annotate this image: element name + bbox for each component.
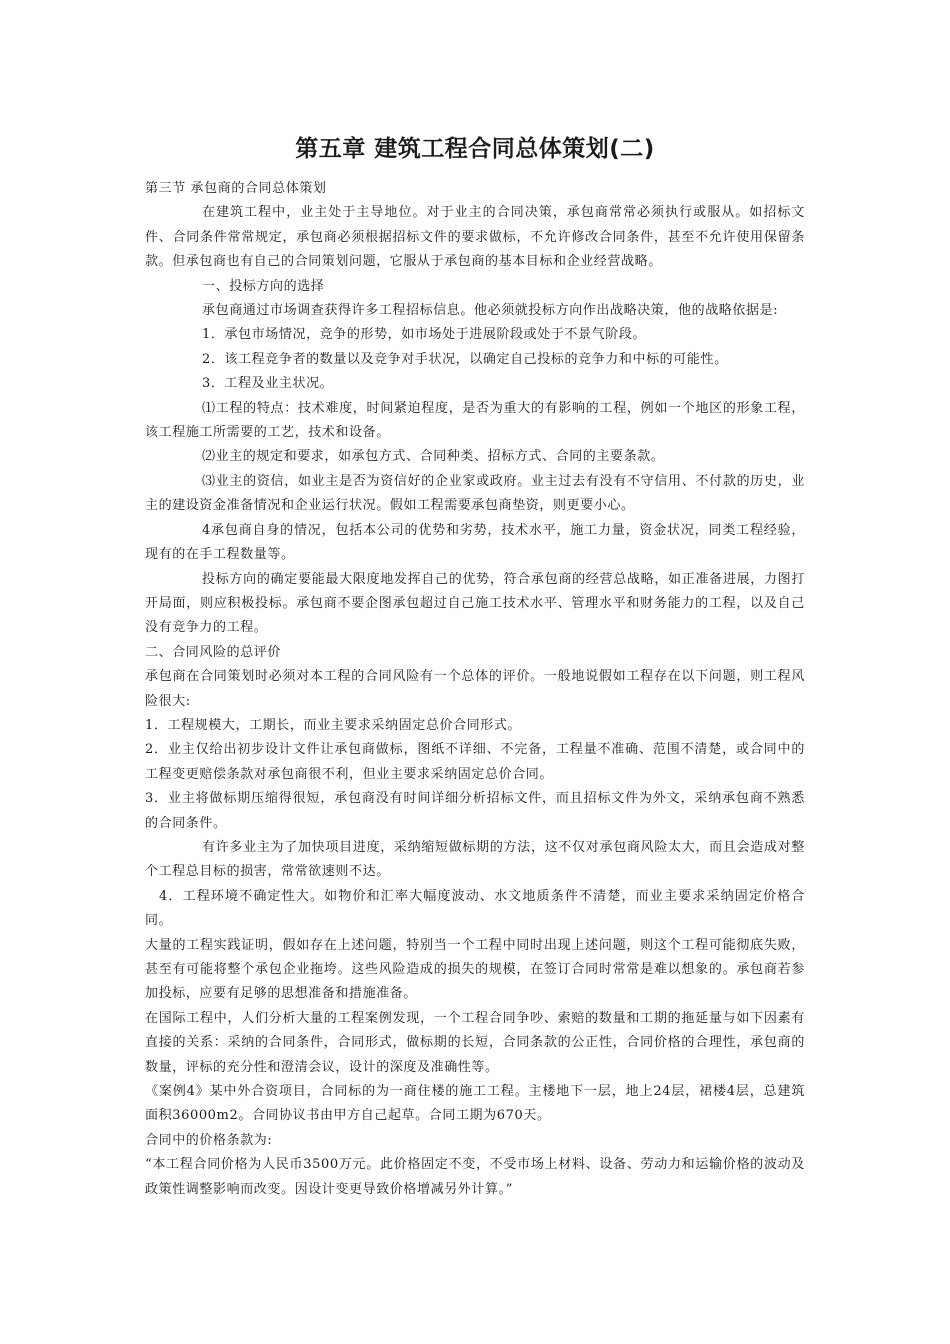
- document-body: [145, 177, 805, 1202]
- paragraph: 在国际工程中，人们分析大量的工程案例发现，一个工程合同争吵、索赔的数量和工期的拖延量与如下因素有直接的关系：采纳的合同条件，合同形式，做标期的长短，合同条款的公正性，合同价格的合理性，承包商的数量，评标的充分性和澄清会议，设计的深度及准确性等。: [145, 1010, 805, 1075]
- paragraph: 4承包商自身的情况，包括本公司的优势和劣势，技术水平，施工力量，资金状况，同类工程经验，现有的在手工程数量等。: [145, 522, 805, 563]
- chapter-title: 第五章 建筑工程合同总体策划(二): [295, 136, 655, 162]
- paragraph: 4．工程环境不确定性大。如物价和汇率大幅度波动、水文地质条件不清楚，而业主要求采纳固定价格合同。: [145, 888, 805, 929]
- paragraph: 投标方向的确定要能最大限度地发挥自己的优势，符合承包商的经营总战略，如正准备进展，力图打开局面，则应积极投标。承包商不要企图承包超过自己施工技术水平、管理水平和财务能力的工程，以及自己没有竞争力的工程。: [145, 571, 805, 636]
- paragraph: ⑵业主的规定和要求，如承包方式、合同种类、招标方式、合同的主要条款。: [202, 449, 665, 465]
- paragraph: 2．业主仅给出初步设计文件让承包商做标，图纸不详细、不完备，工程量不准确、范围不清楚，或合同中的工程变更赔偿条款对承包商很不利，但业主要求采纳固定总价合同。: [145, 742, 805, 782]
- paragraph: 一、投标方向的选择: [202, 278, 325, 294]
- paragraph: 《案例4》某中外合资项目，合同标的为一商住楼的施工工程。主楼地下一层，地上24层，裙楼4层，总建筑面积36000m2。合同协议书由甲方自己起草。合同工期为670天。: [145, 1084, 805, 1124]
- paragraph: 承包商在合同策划时必须对本工程的合同风险有一个总体的评价。一般地说假如工程存在以下问题，则工程风险很大:: [145, 669, 805, 709]
- paragraph: 1．工程规模大，工期长，而业主要求采纳固定总价合同形式。: [145, 717, 522, 733]
- paragraph: 承包商通过市场调查获得许多工程招标信息。他必须就投标方向作出战略决策，他的战略依据是:: [202, 303, 779, 319]
- paragraph: ⑴工程的特点：技术难度，时间紧迫程度，是否为重大的有影响的工程，例如一个地区的形象工程，该工程施工所需要的工艺，技术和设备。: [145, 400, 805, 441]
- paragraph: 3．业主将做标期压缩得很短，承包商没有时间详细分析招标文件，而且招标文件为外文，采纳承包商不熟悉的合同条件。: [145, 791, 805, 831]
- paragraph: 大量的工程实践证明，假如存在上述问题，特别当一个工程中同时出现上述问题，则这个工程可能彻底失败，甚至有可能将整个承包企业拖垮。这些风险造成的损失的规模，在签订合同时常常是难以想象的。承包商若参加投标，应要有足够的思想准备和措施准备。: [145, 937, 805, 1002]
- paragraph: 在建筑工程中，业主处于主导地位。对于业主的合同决策，承包商常常必须执行或服从。如招标文件、合同条件常常规定，承包商必须根据招标文件的要求做标，不允许修改合同条件，甚至不允许使用保留条款。但承包商也有自己的合同策划问题，它服从于承包商的基本目标和企业经营战略。: [145, 205, 805, 270]
- paragraph: 3．工程及业主状况。: [202, 376, 334, 392]
- paragraph: ⑶业主的资信，如业主是否为资信好的企业家或政府。业主过去有没有不守信用、不付款的历史，业主的建设资金准备情况和企业运行状况。假如工程需要承包商垫资，则更要小心。: [145, 473, 805, 514]
- paragraph: 有许多业主为了加快项目进度，采纳缩短做标期的方法，这不仅对承包商风险太大，而且会造成对整个工程总目标的损害，常常欲速则不达。: [145, 839, 805, 880]
- paragraph: “本工程合同价格为人民币3500万元。此价格固定不变，不受市场上材料、设备、劳动力和运输价格的波动及政策性调整影响而改变。因设计变更导致价格增减另外计算。”: [145, 1157, 805, 1197]
- paragraph: 2．该工程竞争者的数量以及竞争对手状况，以确定自己投标的竞争力和中标的可能性。: [202, 351, 728, 367]
- paragraph: 第三节 承包商的合同总体策划: [145, 181, 327, 196]
- paragraph: 1．承包市场情况，竞争的形势，如市场处于进展阶段或处于不景气阶段。: [202, 327, 647, 343]
- paragraph: 二、合同风险的总评价: [145, 644, 282, 660]
- paragraph: 合同中的价格条款为:: [145, 1132, 273, 1148]
